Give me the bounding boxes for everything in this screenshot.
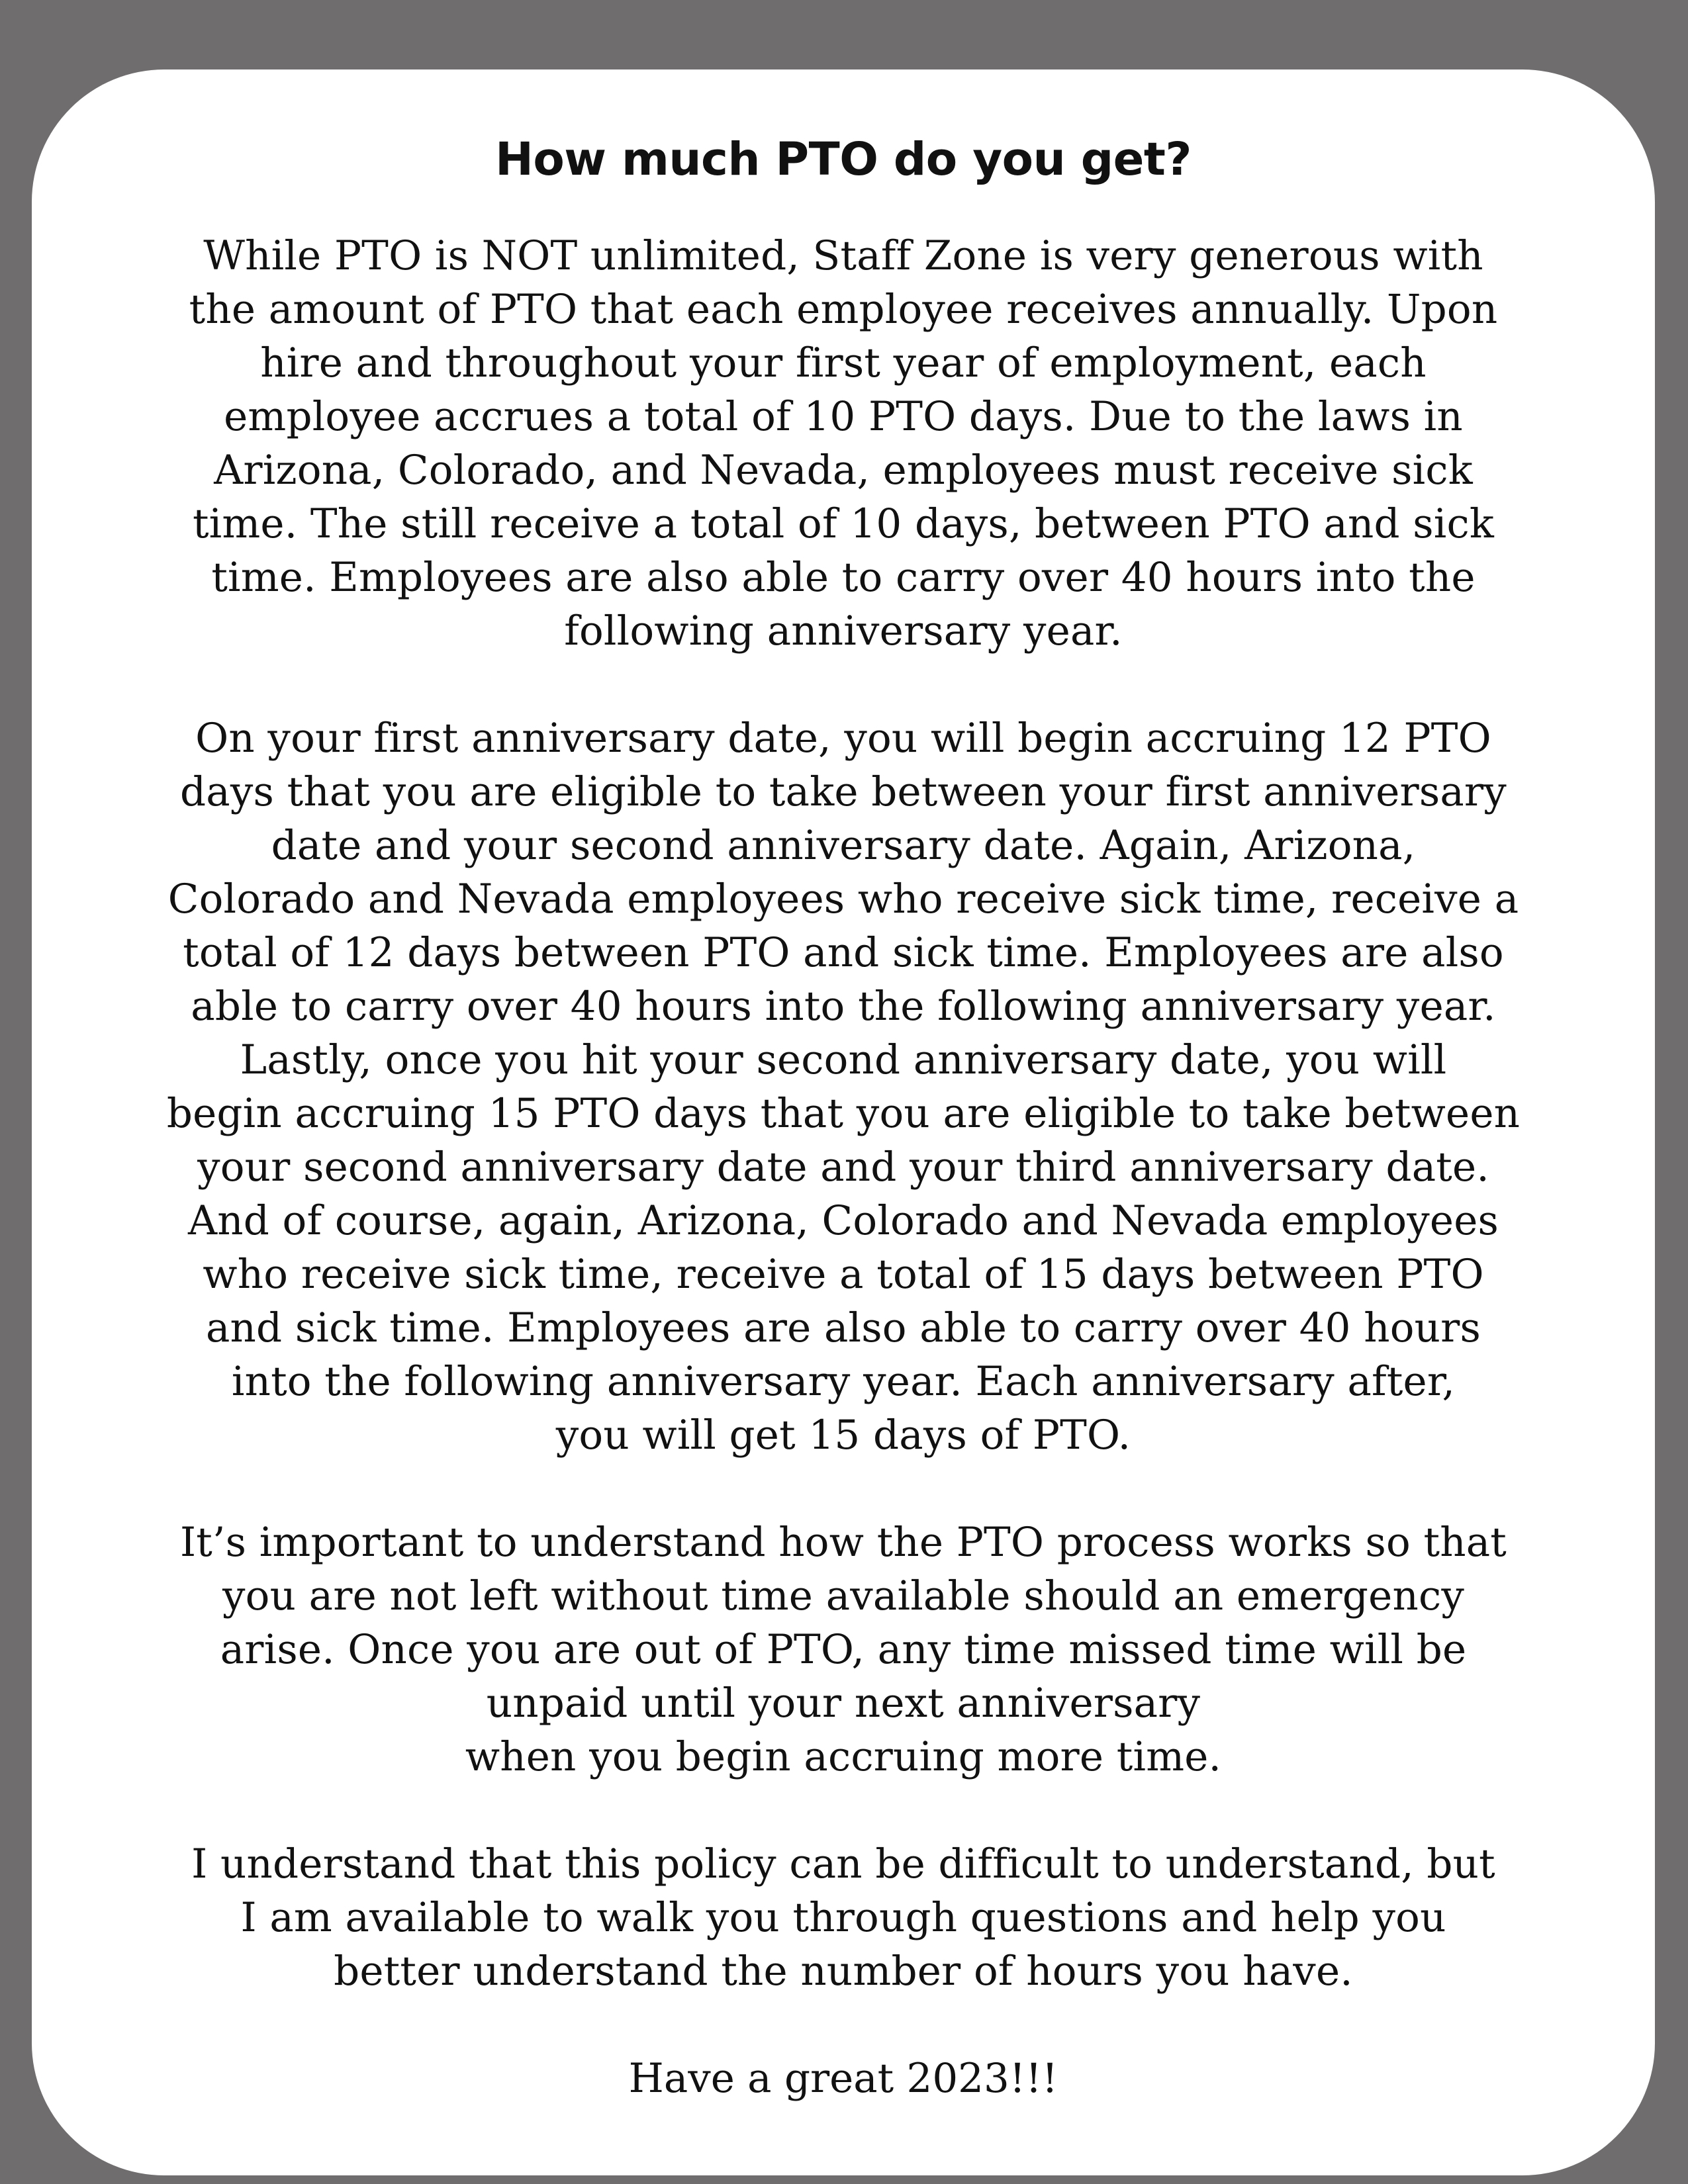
text-line: able to carry over 40 hours into the following anniversary year.: [191, 982, 1496, 1030]
paragraph-pto-process: [98, 1516, 1589, 1784]
text-line: you are not left without time available should an emergency: [222, 1572, 1464, 1619]
text-line: Arizona, Colorado, and Nevada, employees must receive sick: [214, 446, 1473, 494]
document-title: How much PTO do you get?: [495, 133, 1192, 186]
text-line: It’s important to understand how the PTO process works so that: [180, 1518, 1507, 1566]
paragraph-pto-anniversaries: [98, 711, 1589, 1462]
text-line: arise. Once you are out of PTO, any time missed time will be: [220, 1625, 1467, 1673]
text-line: employee accrues a total of 10 PTO days. Due to the laws in: [224, 392, 1463, 440]
text-line: time. The still receive a total of 10 days, between PTO and sick: [192, 500, 1495, 547]
text-line: begin accruing 15 PTO days that you are eligible to take between: [166, 1089, 1521, 1137]
text-line: I understand that this policy can be difficult to understand, but: [191, 1840, 1495, 1888]
signoff: Have a great 2023!!!: [628, 2054, 1058, 2102]
text-line: While PTO is NOT unlimited, Staff Zone is very generous with: [203, 232, 1483, 279]
document-card: [32, 69, 1655, 2175]
paragraph-pto-first-year: [98, 229, 1589, 658]
text-line: days that you are eligible to take between your first anniversary: [180, 768, 1507, 815]
text-line: into the following anniversary year. Each anniversary after,: [231, 1357, 1456, 1405]
text-line: when you begin accruing more time.: [465, 1733, 1222, 1780]
text-line: time. Employees are also able to carry over 40 hours into the: [211, 553, 1476, 601]
text-line: unpaid until your next anniversary: [486, 1679, 1201, 1727]
text-line: the amount of PTO that each employee receives annually. Upon: [189, 285, 1498, 333]
text-line: following anniversary year.: [564, 607, 1123, 655]
text-line: hire and throughout your first year of employment, each: [260, 339, 1427, 387]
text-line: I am available to walk you through questions and help you: [240, 1893, 1446, 1941]
text-line: and sick time. Employees are also able to carry over 40 hours: [205, 1304, 1481, 1351]
paragraph-help-offer: [98, 1837, 1589, 1998]
text-line: your second anniversary date and your third anniversary date.: [197, 1143, 1489, 1191]
text-line: date and your second anniversary date. Again, Arizona,: [271, 821, 1416, 869]
text-line: Colorado and Nevada employees who receive sick time, receive a: [167, 875, 1519, 923]
text-line: Lastly, once you hit your second anniversary date, you will: [240, 1036, 1447, 1083]
text-line: you will get 15 days of PTO.: [555, 1411, 1131, 1459]
text-line: On your first anniversary date, you will begin accruing 12 PTO: [195, 714, 1491, 762]
text-line: total of 12 days between PTO and sick time. Employees are also: [183, 929, 1504, 976]
text-line: better understand the number of hours you have.: [334, 1947, 1353, 1995]
text-line: who receive sick time, receive a total of 15 days between PTO: [203, 1250, 1484, 1298]
text-line: And of course, again, Arizona, Colorado and Nevada employees: [187, 1197, 1499, 1244]
